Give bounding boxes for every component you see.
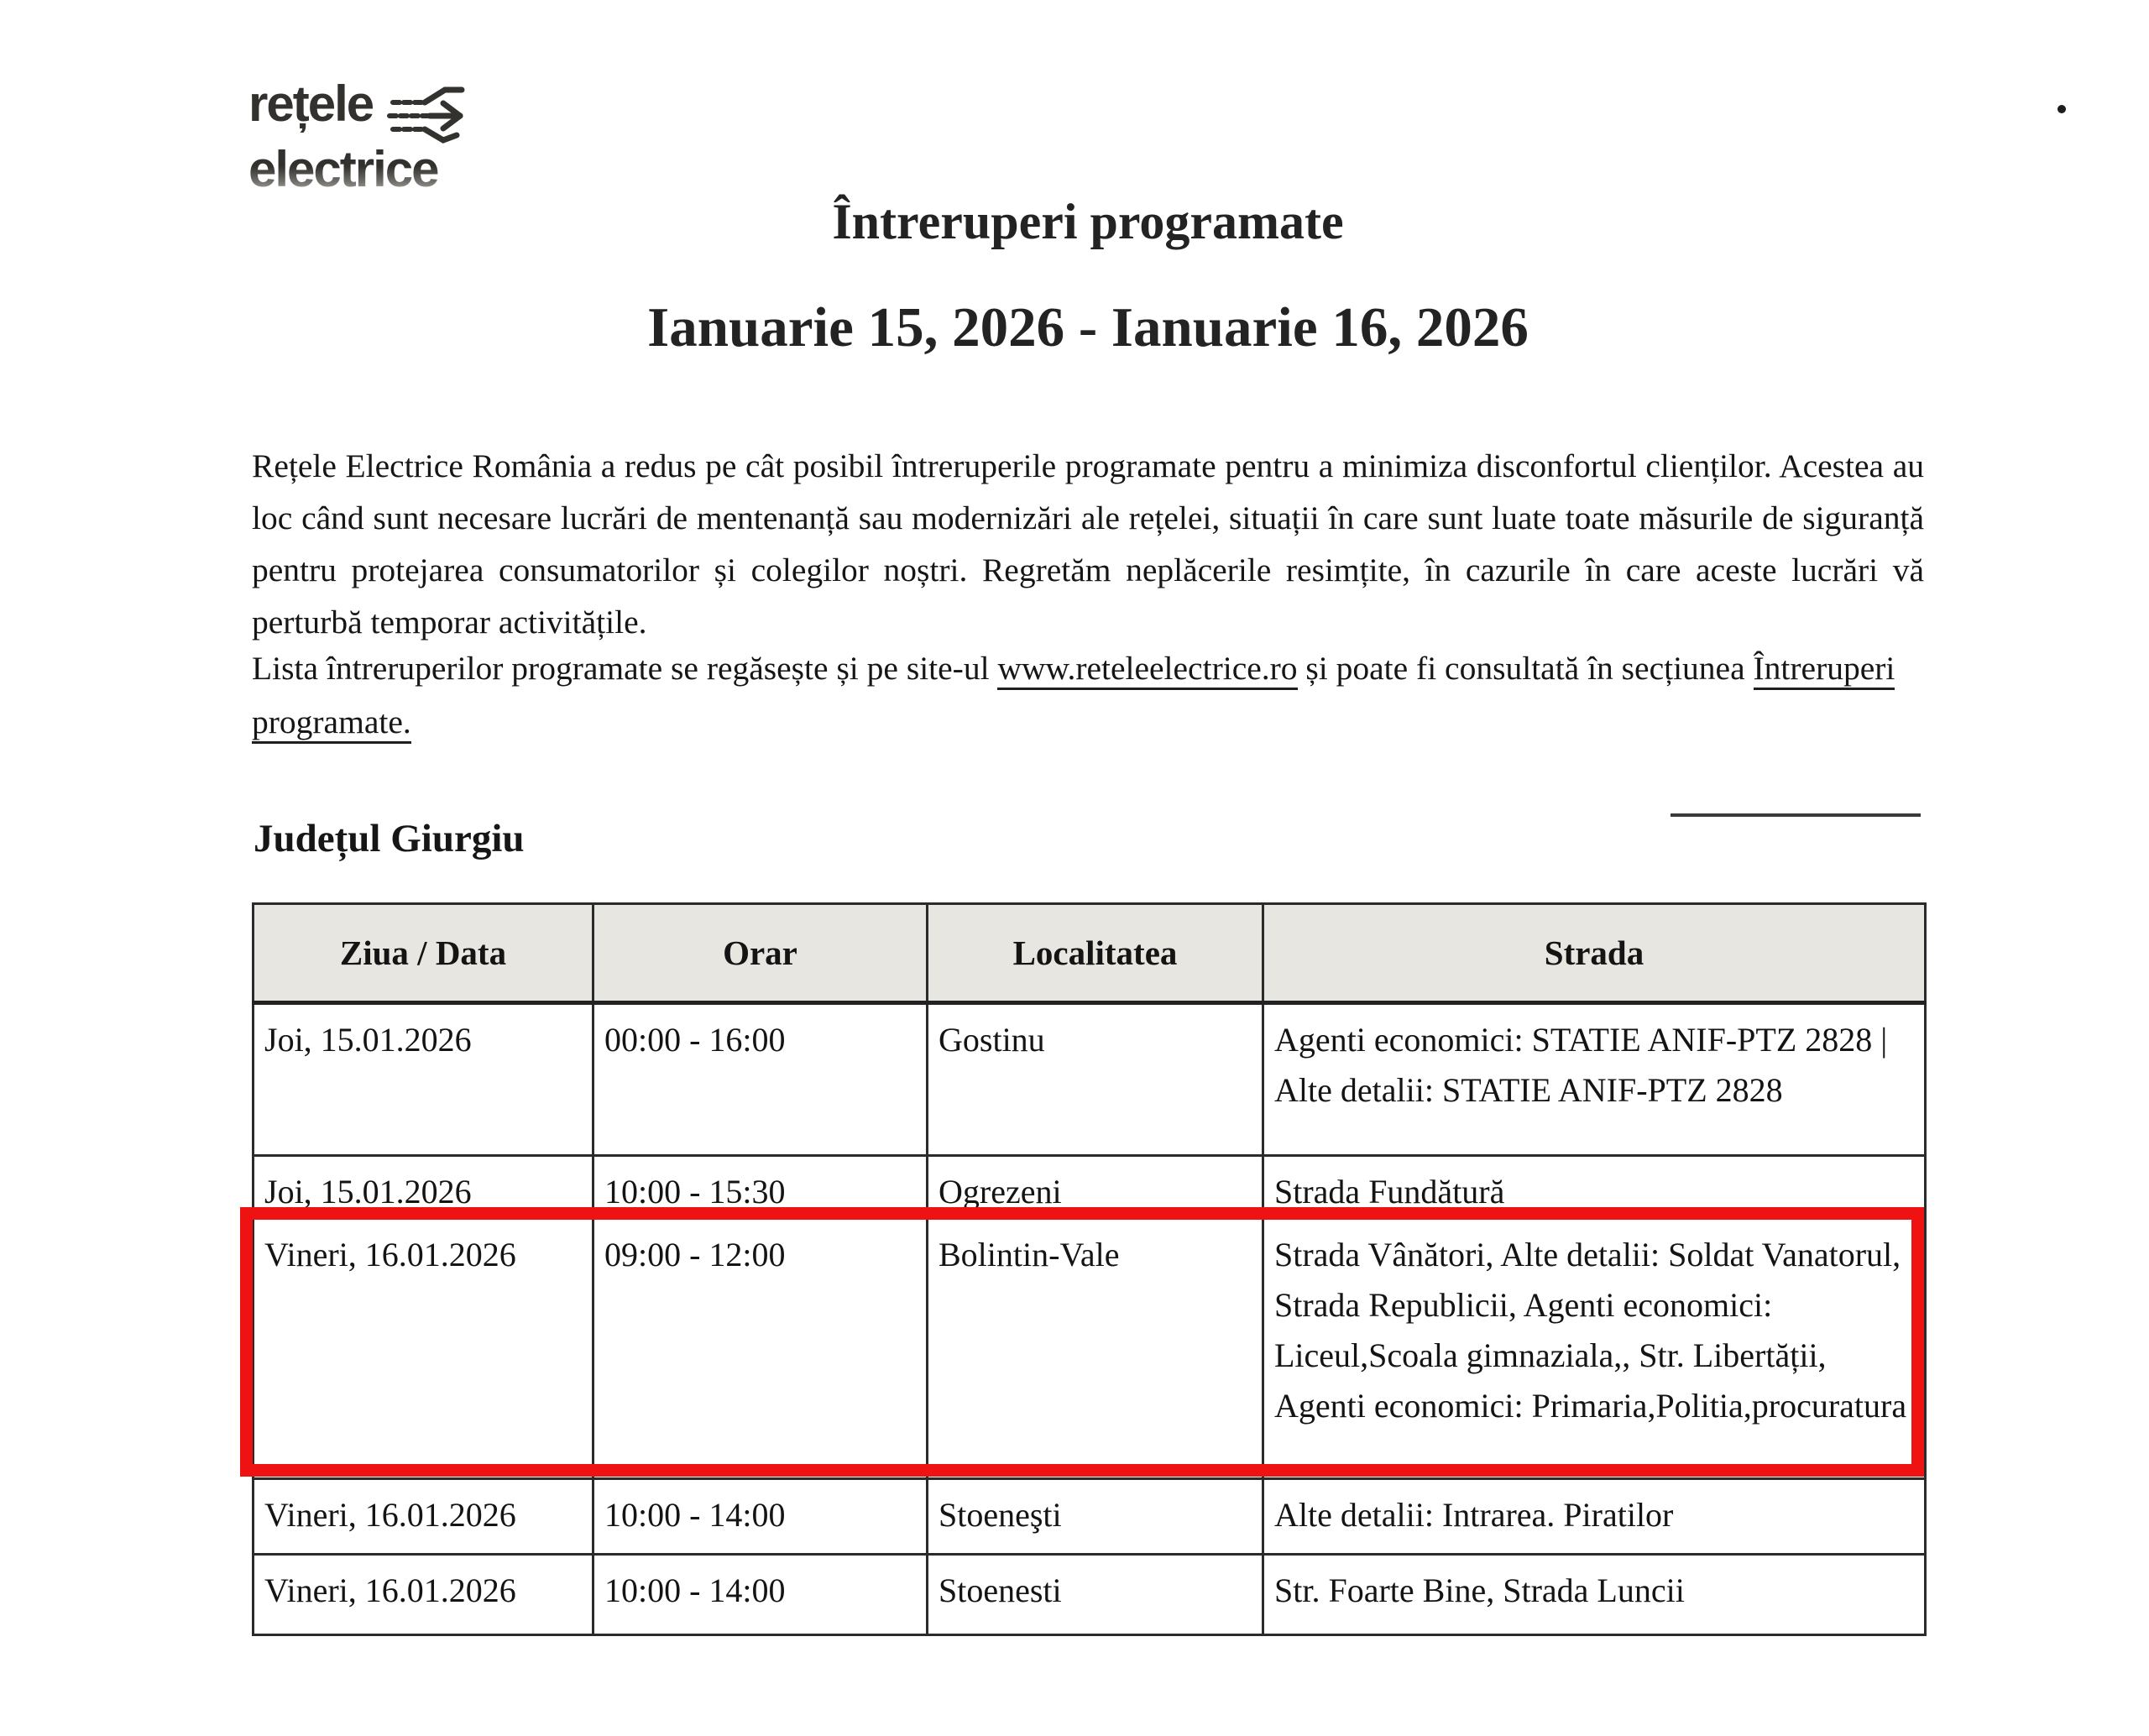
table-row [254,1003,1926,1156]
link-paragraph-prefix: Lista întreruperilor programate se regăsește și pe site-ul [252,650,998,687]
county-heading: Județul Giurgiu [254,817,525,860]
website-link[interactable]: www.reteleelectrice.ro [997,650,1297,690]
column-header: Strada [1263,904,1926,1003]
cell-day: Vineri, 16.01.2026 [254,1479,593,1555]
cell-day: Vineri, 16.01.2026 [254,1555,593,1635]
outages-table-body [254,1003,1926,1635]
column-header: Localitatea [928,904,1263,1003]
column-header: Orar [593,904,928,1003]
outages-table [252,902,1927,1636]
cell-day: Joi, 15.01.2026 [254,1156,593,1219]
section-link[interactable]: Întreruperi programate. [252,650,1895,744]
scan-dot-artifact [2057,105,2066,113]
cell-hours: 10:00 - 14:00 [593,1479,928,1555]
cell-hours: 09:00 - 12:00 [593,1219,928,1479]
cell-hours: 10:00 - 14:00 [593,1555,928,1635]
table-header-row [254,904,1926,1003]
cell-day: Vineri, 16.01.2026 [254,1219,593,1479]
link-paragraph-middle: și poate fi consultată în secțiunea [1297,650,1754,687]
cell-hours: 00:00 - 16:00 [593,1003,928,1156]
table-row-highlighted [254,1219,1926,1479]
cell-locality: Stoenesti [928,1555,1263,1635]
logo-text-electrice: electrice [248,141,438,197]
cell-street: Strada Vânători, Alte detalii: Soldat Vanatorul, Strada Republicii, Agenti economici: Liceul,Scoala gimnaziala,, Str. Libertății, Agenti economici: Primaria,Politia,procuratura [1263,1219,1926,1479]
cell-street: Str. Foarte Bine, Strada Luncii [1263,1555,1926,1635]
intro-paragraph: Rețele Electrice România a redus pe cât posibil întreruperile programate pentru a minimiza disconfortul clienților. Acestea au loc când sunt necesare lucrări de mentenanță sau modernizări ale rețelei, situații în care sunt luate toate măsurile de siguranță pentru protejarea consumatorilor și colegilor noștri. Regretăm neplăcerile resimțite, în cazurile în care aceste lucrări vă perturbă temporar activitățile. [252,447,1924,641]
document-title: Întreruperi programate [832,194,1344,249]
cell-hours: 10:00 - 15:30 [593,1156,928,1219]
cell-day: Joi, 15.01.2026 [254,1003,593,1156]
logo [248,76,467,197]
date-range-heading: Ianuarie 15, 2026 - Ianuarie 16, 2026 [647,296,1529,358]
cell-locality: Gostinu [928,1003,1263,1156]
network-flow-icon [386,84,467,146]
column-header: Ziua / Data [254,904,593,1003]
cell-street: Agenti economici: STATIE ANIF-PTZ 2828 | Alte detalii: STATIE ANIF-PTZ 2828 [1263,1003,1926,1156]
table-row [254,1555,1926,1635]
cell-locality: Stoeneşti [928,1479,1263,1555]
table-row [254,1479,1926,1555]
cell-street: Strada Fundătură [1263,1156,1926,1219]
cell-street: Alte detalii: Intrarea. Piratilor [1263,1479,1926,1555]
link-paragraph [252,641,1924,749]
table-row [254,1156,1926,1219]
logo-text-retele: rețele [248,76,374,132]
cell-locality: Bolintin-Vale [928,1219,1263,1479]
horizontal-rule [1671,813,1921,817]
cell-locality: Ogrezeni [928,1156,1263,1219]
